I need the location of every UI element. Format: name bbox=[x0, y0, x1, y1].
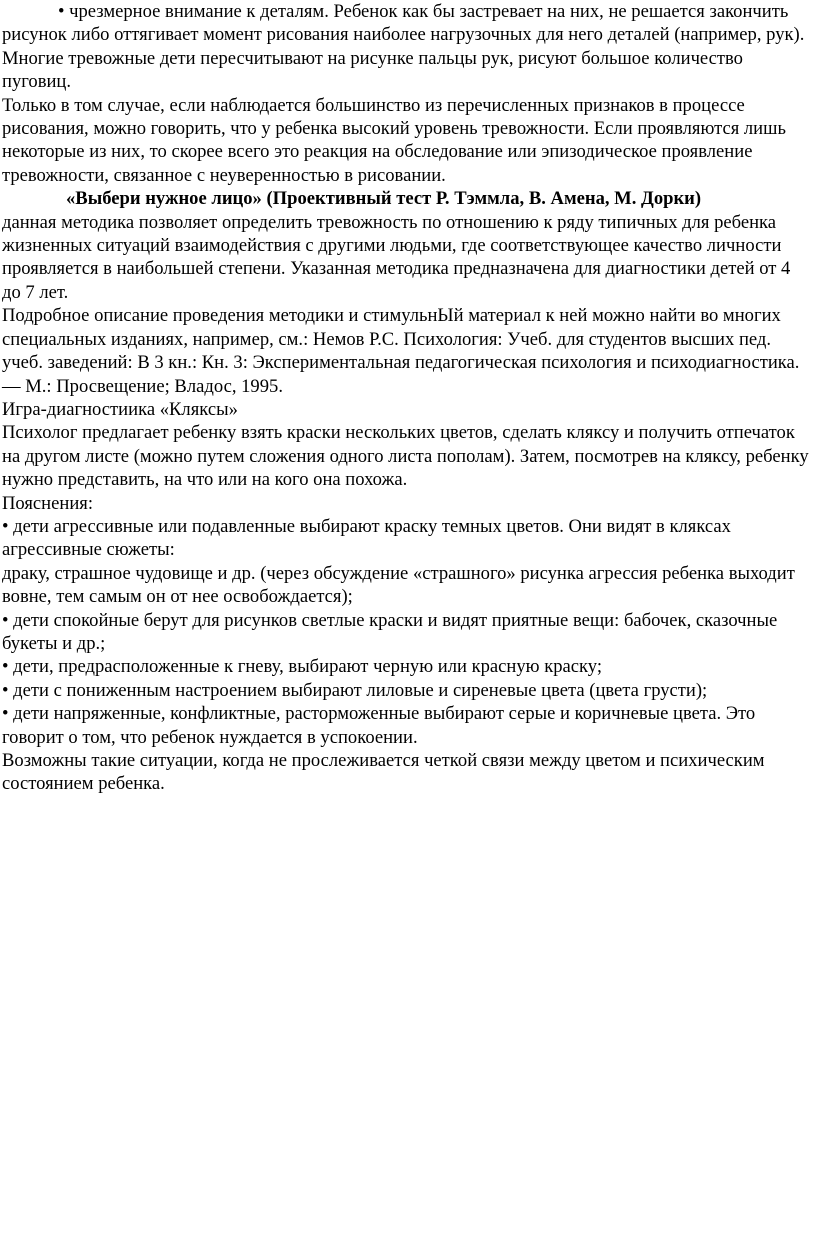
section-title-blots-game: Игра-диагностиика «Кляксы» bbox=[2, 398, 238, 420]
list-item-aggressive-continuation: драку, страшное чудовище и др. (через обсуждение «страшного» рисунка агрессия ребенка выходит вовне, тем самым он от нее освобождается); bbox=[2, 562, 795, 608]
paragraph-blots-procedure: Психолог предлагает ребенку взять краски нескольких цветов, сделать кляксу и получить отпечаток на другом листе (можно путем сложения одного листа пополам). Затем, посмотрев на кляксу, ребенку нужно представить, на что или на кого она похожа. bbox=[2, 422, 809, 491]
paragraph-anxiety-detail-sign: • чрезмерное внимание к деталям. Ребенок как бы застревает на них, не решается закончить рисунок либо оттягивает момент рисования наиболее нагрузочных для него деталей (например, рук). Многие тревожные дети пересчитывают на рисунке пальцы рук, рисуют большое количество пуговиц. bbox=[2, 1, 805, 93]
list-item-anger-prone-children: • дети, предрасположенные к гневу, выбирают черную или красную краску; bbox=[2, 656, 603, 678]
paragraph-method-description: данная методика позволяет определить тревожность по отношению к ряду типичных для ребенка жизненных ситуаций взаимодействия с другими людьми, где соответствующее качество личности проявляется в наибольшей степени. Указанная методика предназначена для диагностики детей от 4 до 7 лет. bbox=[2, 211, 791, 303]
paragraph-reference: Подробное описание проведения методики и стимульнЫй материал к ней можно найти во многих специальных изданиях, например, см.: Немов Р.С. Психология: Учеб. для студентов высших пед. учеб. заведений: В 3 кн.: Кн. 3: Экспериментальная педагогическая психология и психодиагностика. — М.: Просвещение; Владос, 1995. bbox=[2, 305, 800, 397]
list-item-low-mood-children: • дети с пониженным настроением выбирают лиловые и сиреневые цвета (цвета грусти); bbox=[2, 679, 708, 701]
list-item-calm-children: • дети спокойные берут для рисунков светлые краски и видят приятные вещи: бабочек, сказочные букеты и др.; bbox=[2, 609, 778, 654]
section-heading-choose-face-test: «Выбери нужное лицо» (Проективный тест Р. Тэммла, В. Амена, М. Дорки) bbox=[66, 188, 702, 210]
list-item-aggressive-children: • дети агрессивные или подавленные выбирают краску темных цветов. Они видят в кляксах агрессивные сюжеты: bbox=[2, 515, 731, 561]
list-item-tense-children: • дети напряженные, конфликтные, расторможенные выбирают серые и коричневые цвета. Это говорит о том, что ребенок нуждается в успокоении. bbox=[2, 703, 756, 748]
paragraph-no-clear-connection: Возможны такие ситуации, когда не прослеживается четкой связи между цветом и психическим состоянием ребенка. bbox=[2, 750, 765, 795]
paragraph-anxiety-conclusion: Только в том случае, если наблюдается большинство из перечисленных признаков в процессе рисования, можно говорить, что у ребенка высокий уровень тревожности. Если проявляются лишь некоторые из них, то скорее всего это реакция на обследование или эпизодическое проявление тревожности, связанное с неуверенностью в рисовании. bbox=[2, 94, 786, 186]
explanations-label: Пояснения: bbox=[2, 492, 93, 514]
